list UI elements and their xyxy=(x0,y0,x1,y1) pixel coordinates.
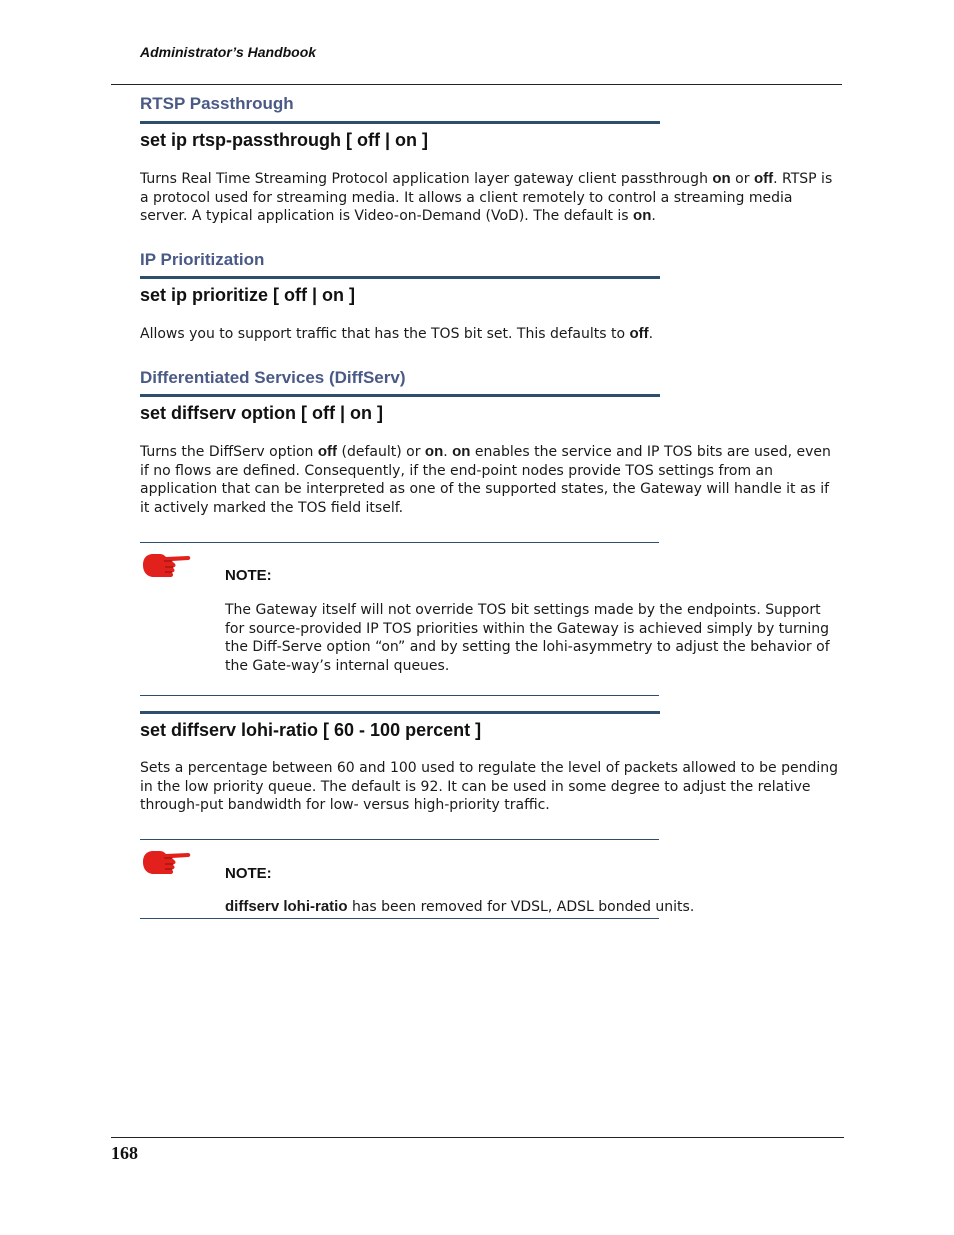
note-label: NOTE: xyxy=(225,865,272,882)
section-title-ip-prioritization: IP Prioritization xyxy=(140,250,265,269)
paragraph-rtsp: Turns Real Time Streaming Protocol application layer gateway client passthrough on or off. RTSP is a protocol used for streaming media. It allows a client remotely to control a streaming media server. A typical application is Video-on-Demand (VoD). The default is on. xyxy=(140,170,833,225)
pointing-hand-icon xyxy=(140,550,192,580)
note-rule-bottom xyxy=(140,918,659,919)
note-rule-top xyxy=(140,542,659,543)
command-ip-prioritize: set ip prioritize [ off | on ] xyxy=(140,285,356,305)
note-rule-top xyxy=(140,839,659,840)
section-title-rtsp: RTSP Passthrough xyxy=(140,94,294,113)
paragraph-diffserv: Turns the DiffServ option off (default) or on. on enables the service and IP TOS bits are used, even if no flows are defined. Consequently, if the end-point nodes provide TOS settings from an application that can be interpreted as one of the supported states, the Gateway will handle it as if it actively marked the TOS field itself. xyxy=(140,443,831,517)
page-number: 168 xyxy=(111,1143,138,1163)
paragraph-lohi-ratio: Sets a percentage between 60 and 100 used to regulate the level of packets allowed to be pending in the low priority queue. The default is 92. It can be used in some degree to adjust the relative through-put bandwidth for low- versus high-priority traffic. xyxy=(140,760,839,814)
footer-rule xyxy=(111,1137,844,1138)
section-title-diffserv: Differentiated Services (DiffServ) xyxy=(140,368,406,387)
command-rtsp-passthrough: set ip rtsp-passthrough [ off | on ] xyxy=(140,130,429,150)
running-header: Administrator’s Handbook xyxy=(140,44,317,60)
section-rule xyxy=(140,276,660,279)
section-rule xyxy=(140,394,660,397)
command-diffserv-option: set diffserv option [ off | on ] xyxy=(140,403,384,423)
note-label: NOTE: xyxy=(225,567,272,584)
header-rule xyxy=(111,84,842,85)
pointing-hand-icon xyxy=(140,847,192,877)
note-text: diffserv lohi-ratio has been removed for VDSL, ADSL bonded units. xyxy=(225,898,695,915)
command-diffserv-lohi-ratio: set diffserv lohi-ratio [ 60 - 100 percent ] xyxy=(140,720,482,740)
section-rule xyxy=(140,121,660,124)
section-rule xyxy=(140,711,660,714)
note-text: The Gateway itself will not override TOS bit settings made by the endpoints. Support for source-provided IP TOS priorities within the Gateway is achieved simply by turning the Diff-Serve option “on” and by setting the lohi-asymmetry to adjust the behavior of the Gate-way’s internal queues. xyxy=(225,602,830,675)
note-rule-bottom xyxy=(140,695,659,696)
paragraph-ip-prioritize: Allows you to support traffic that has the TOS bit set. This defaults to off. xyxy=(140,325,654,342)
